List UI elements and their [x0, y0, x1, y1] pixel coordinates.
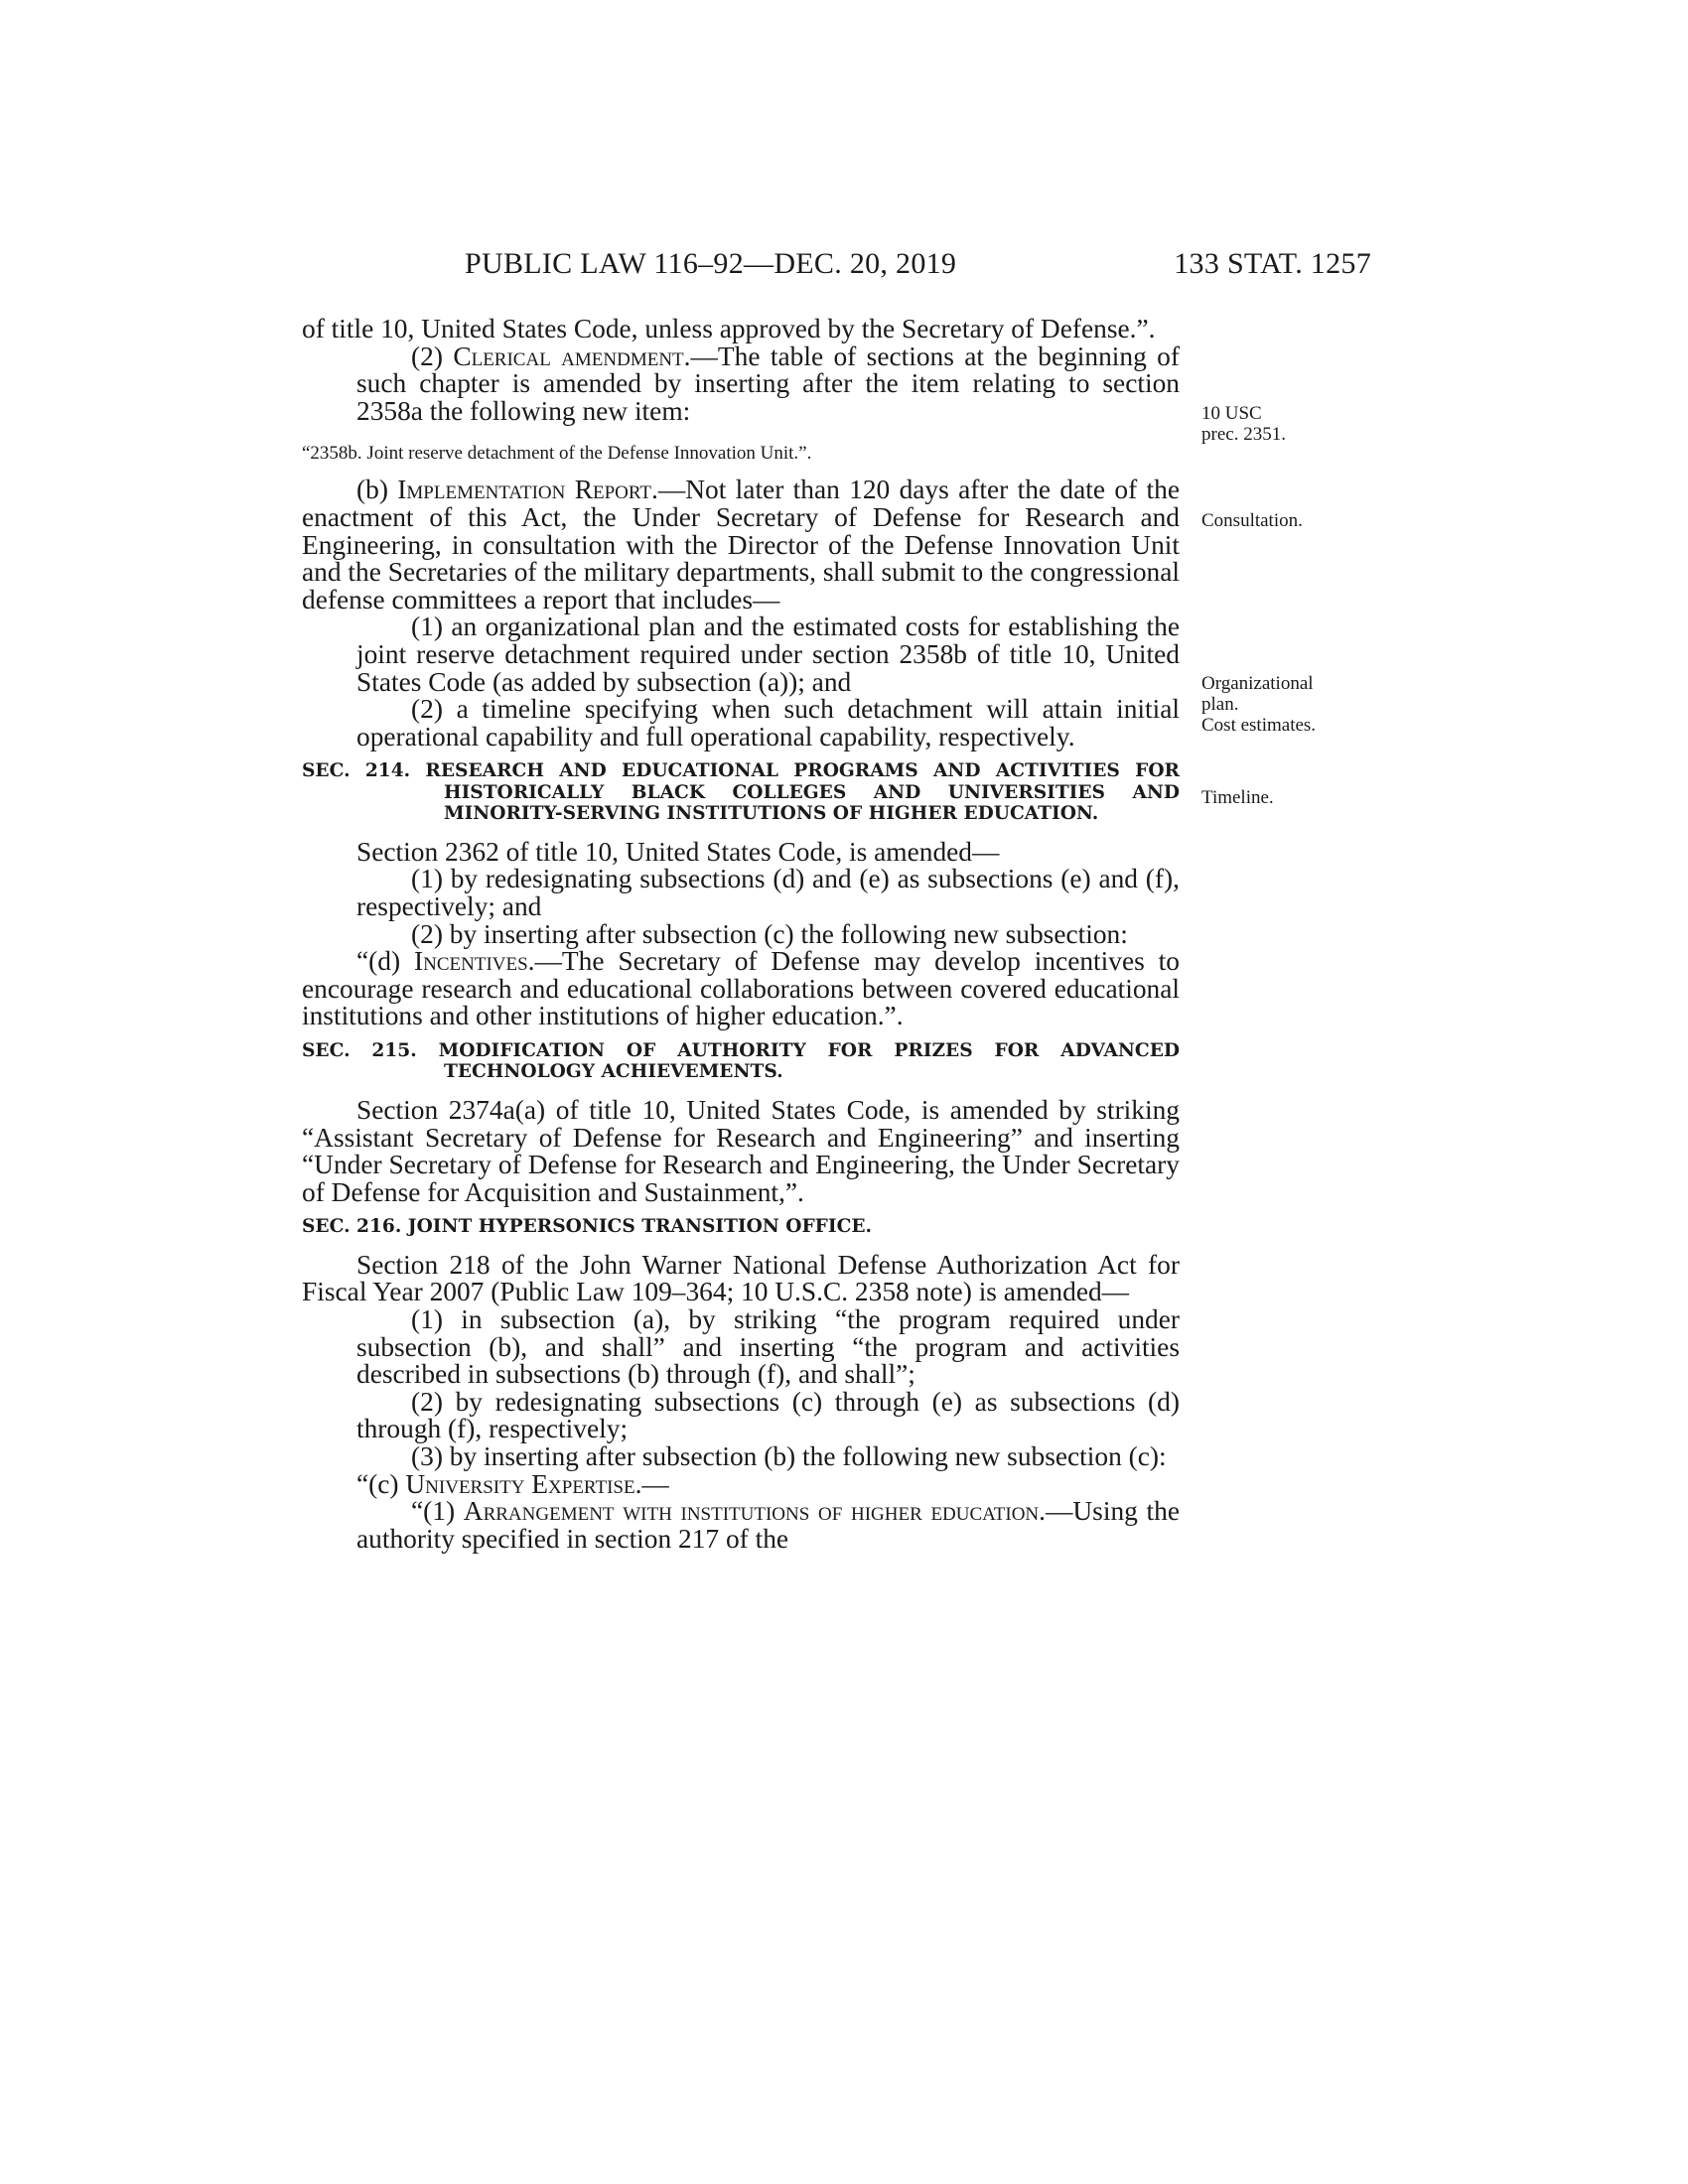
- paragraph-number: “(1): [411, 1496, 464, 1527]
- paragraph-text: .—Using the authority specified in section 217 of the: [356, 1496, 1180, 1554]
- paragraph-number: (2): [411, 341, 454, 371]
- paragraph-arrangement: [302, 1498, 1180, 1553]
- paragraph: Section 2362 of title 10, United States Code, is amended—: [356, 836, 1000, 867]
- page-number: 133 STAT. 1257: [1174, 247, 1371, 280]
- paragraph-number: (b): [356, 475, 398, 505]
- paragraph-text: .—The Secretary of Defense may develop incentives to encourage research and educational collaborations between covered educational institutions and other institutions of higher education.”.: [302, 946, 1180, 1031]
- margin-note-organizational-plan: [1201, 673, 1316, 736]
- paragraph-text: .—The table of sections at the beginning of such chapter is amended by inserting after the item relating to section 2358a the following new item:: [356, 341, 1180, 426]
- margin-note-timeline: Timeline.: [1201, 787, 1274, 808]
- paragraph-text: .—Not later than 120 days after the date of the enactment of this Act, the Under Secretary of Defense for Research and Engineering, in consultation with the Director of the Defense Innovation Unit and the Secretaries of the military departments, shall submit to the congressional defense committees a report that includes—: [302, 475, 1180, 614]
- margin-note-line: Organizational: [1201, 673, 1314, 694]
- section-heading-216: SEC. 216. JOINT HYPERSONICS TRANSITION OFFICE.: [302, 1216, 873, 1238]
- paragraph: (2) a timeline specifying when such detachment will attain initial operational capability and full operational capability, respectively.: [356, 694, 1180, 751]
- paragraph: (1) by redesignating subsections (d) and (e) as subsections (e) and (f), respectively; and: [356, 864, 1180, 921]
- paragraph-number: “(c): [356, 1468, 406, 1499]
- paragraph-incentives: [302, 948, 1180, 1030]
- paragraph-heading: Arrangement with institutions of higher education: [463, 1496, 1040, 1527]
- paragraph-heading: Clerical amendment: [453, 341, 684, 371]
- margin-note-line: 10 USC: [1201, 403, 1262, 424]
- section-heading-215: SEC. 215. MODIFICATION OF AUTHORITY FOR PRIZES FOR ADVANCED TECHNOLOGY ACHIEVEMENTS.: [302, 1039, 1180, 1083]
- margin-note-usc: [1201, 403, 1286, 445]
- paragraph-implementation-report: [302, 477, 1180, 614]
- margin-note-consultation: Consultation.: [1201, 510, 1303, 531]
- paragraph: (2) by inserting after subsection (c) the following new subsection:: [411, 918, 1128, 949]
- margin-note-line: plan.: [1201, 694, 1239, 715]
- paragraph: of title 10, United States Code, unless approved by the Secretary of Defense.”.: [302, 314, 1156, 343]
- margin-note-cost-estimates: Cost estimates.: [1201, 715, 1317, 736]
- paragraph: (1) an organizational plan and the estimated costs for establishing the joint reserve detachment required under section 2358b of title 10, United States Code (as added by subsection (a)); and: [356, 612, 1180, 697]
- paragraph-clerical-amendment: [302, 343, 1180, 426]
- paragraph-heading: Incentives: [414, 946, 528, 977]
- paragraph-heading: Implementation Report: [397, 475, 652, 505]
- margin-note-line: prec. 2351.: [1201, 424, 1286, 445]
- paragraph: Section 2374a(a) of title 10, United States Code, is amended by striking “Assistant Secretary of Defense for Research and Engineering” and inserting “Under Secretary of Defense for Research and Engineering, the Under Secretary of Defense for Acquisition and Sustainment,”.: [302, 1094, 1180, 1207]
- page-header: [465, 247, 1371, 287]
- paragraph: (2) by redesignating subsections (c) through (e) as subsections (d) through (f), respectively;: [356, 1386, 1180, 1444]
- paragraph-number: “(d): [356, 946, 414, 977]
- paragraph: (3) by inserting after subsection (b) the following new subsection (c):: [411, 1441, 1167, 1471]
- table-of-sections-item: “2358b. Joint reserve detachment of the Defense Innovation Unit.”.: [302, 443, 812, 465]
- paragraph-university-expertise: [302, 1468, 1180, 1499]
- running-head: PUBLIC LAW 116–92—DEC. 20, 2019: [465, 247, 957, 280]
- paragraph-heading: University Expertise: [405, 1468, 635, 1499]
- paragraph: Section 218 of the John Warner National Defense Authorization Act for Fiscal Year 2007 (Public Law 109–364; 10 U.S.C. 2358 note) is amended—: [302, 1249, 1180, 1307]
- paragraph-text: .—: [634, 1468, 669, 1499]
- section-heading-214: SEC. 214. RESEARCH AND EDUCATIONAL PROGRAMS AND ACTIVITIES FOR HISTORICALLY BLACK COLLEGES AND UNIVERSITIES AND MINORITY-SERVING INSTITUTIONS OF HIGHER EDUCATION.: [302, 760, 1180, 825]
- paragraph: (1) in subsection (a), by striking “the program required under subsection (b), and shall” and inserting “the program and activities described in subsections (b) through (f), and shall”;: [356, 1304, 1180, 1390]
- body-text: [302, 316, 1180, 1553]
